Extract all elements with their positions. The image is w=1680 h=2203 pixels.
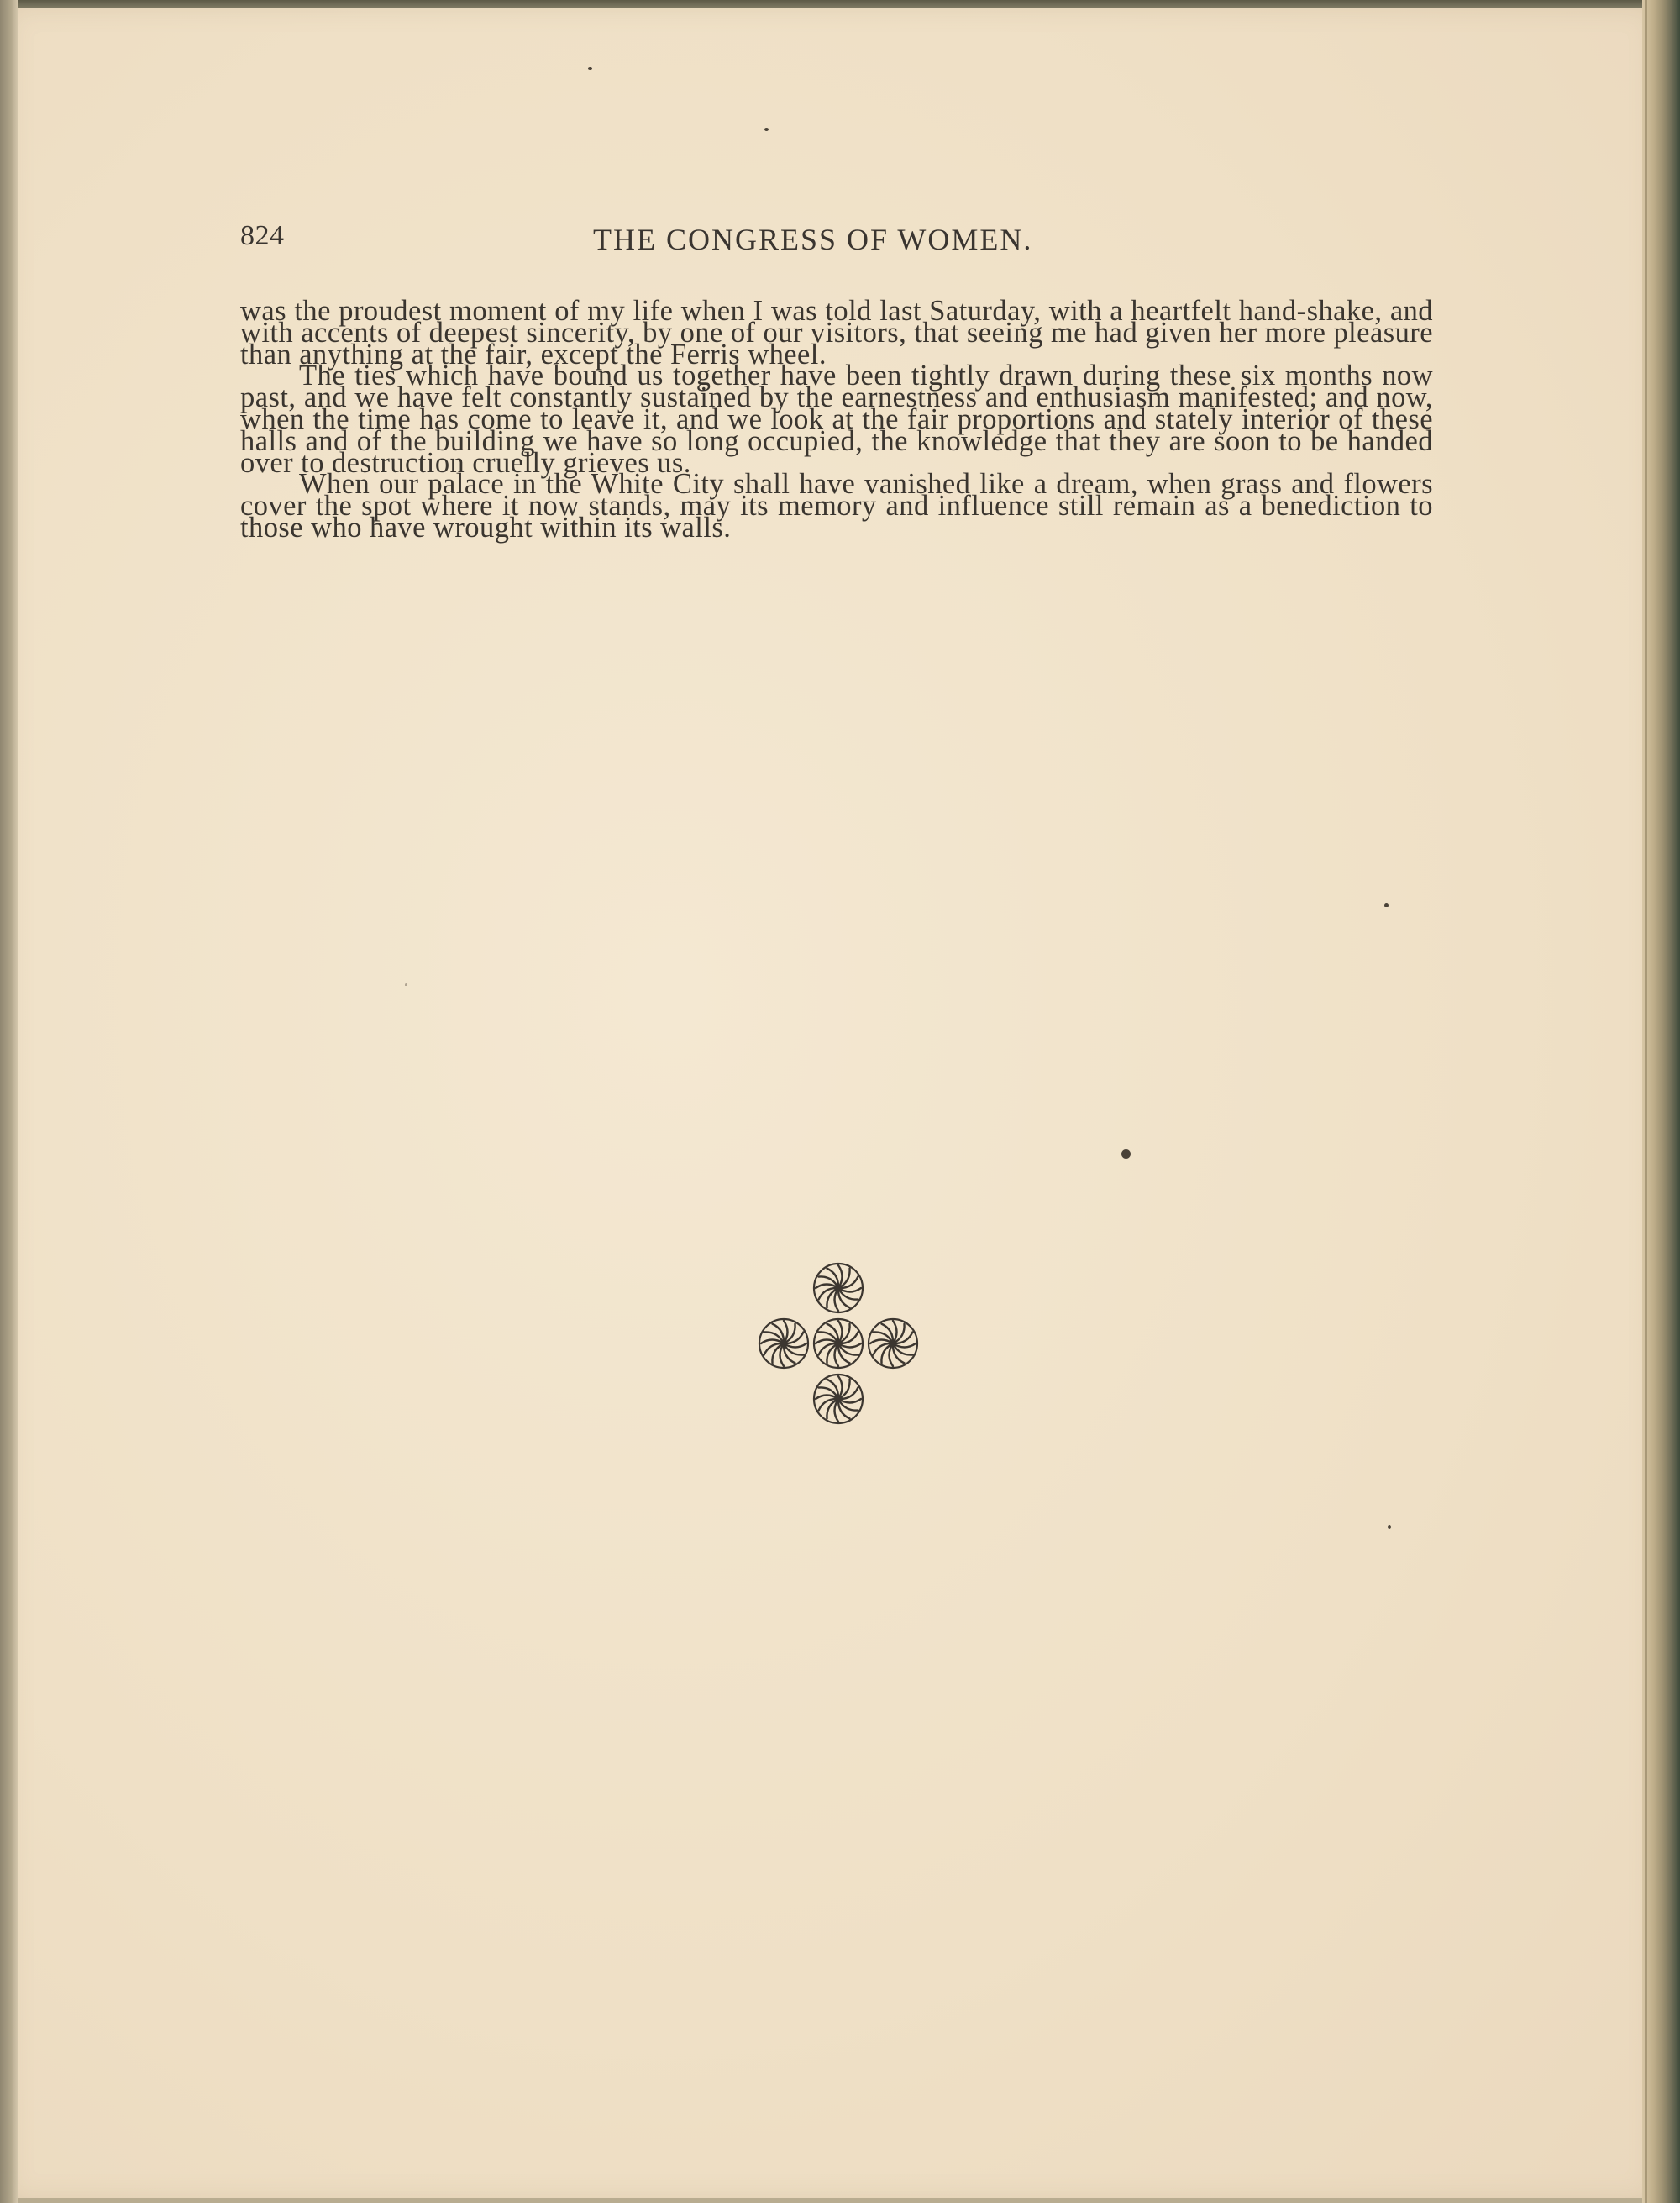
- paper-speck: [1121, 1149, 1131, 1159]
- paper-speck: [1388, 1525, 1391, 1529]
- paper-speck: [405, 983, 407, 986]
- paper-speck: [1384, 903, 1389, 907]
- paragraph-continued: was the proudest moment of my life when I was told last Saturday, with a heartfelt hand-shake, and with accents of deepest sincerity, by one of our visitors, that seeing me had given her more pleasure than anything at the fair, except the Ferris wheel.: [240, 295, 1433, 371]
- paragraph-white-city: When our palace in the White City shall have vanished like a dream, when grass and flowers cover the spot where it now stands, may its memory and influence still remain as a benediction to those who have wrought within its walls.: [240, 468, 1433, 544]
- book-binding: [1642, 0, 1680, 2203]
- rosette-cross-ornament-icon: [756, 1260, 924, 1428]
- paper-speck: [588, 67, 592, 70]
- binding-crease: [1645, 0, 1647, 2203]
- body-text: [240, 295, 1433, 544]
- page-number: 824: [240, 220, 285, 251]
- paper-speck: [764, 128, 769, 131]
- paragraph-ties: The ties which have bound us together have been tightly drawn during these six months now past, and we have felt constantly sustained by the earnestness and enthusiasm manifested; and now, when the time has come to leave it, and we look at the fair proportions and stately interior of these halls and of the building we have so long occupied, the knowledge that they are soon to be handed over to destruction cruelly grieves us.: [240, 360, 1433, 479]
- page-header: [240, 220, 1433, 260]
- running-title: THE CONGRESS OF WOMEN.: [593, 223, 1033, 256]
- book-left-edge: [0, 0, 18, 2203]
